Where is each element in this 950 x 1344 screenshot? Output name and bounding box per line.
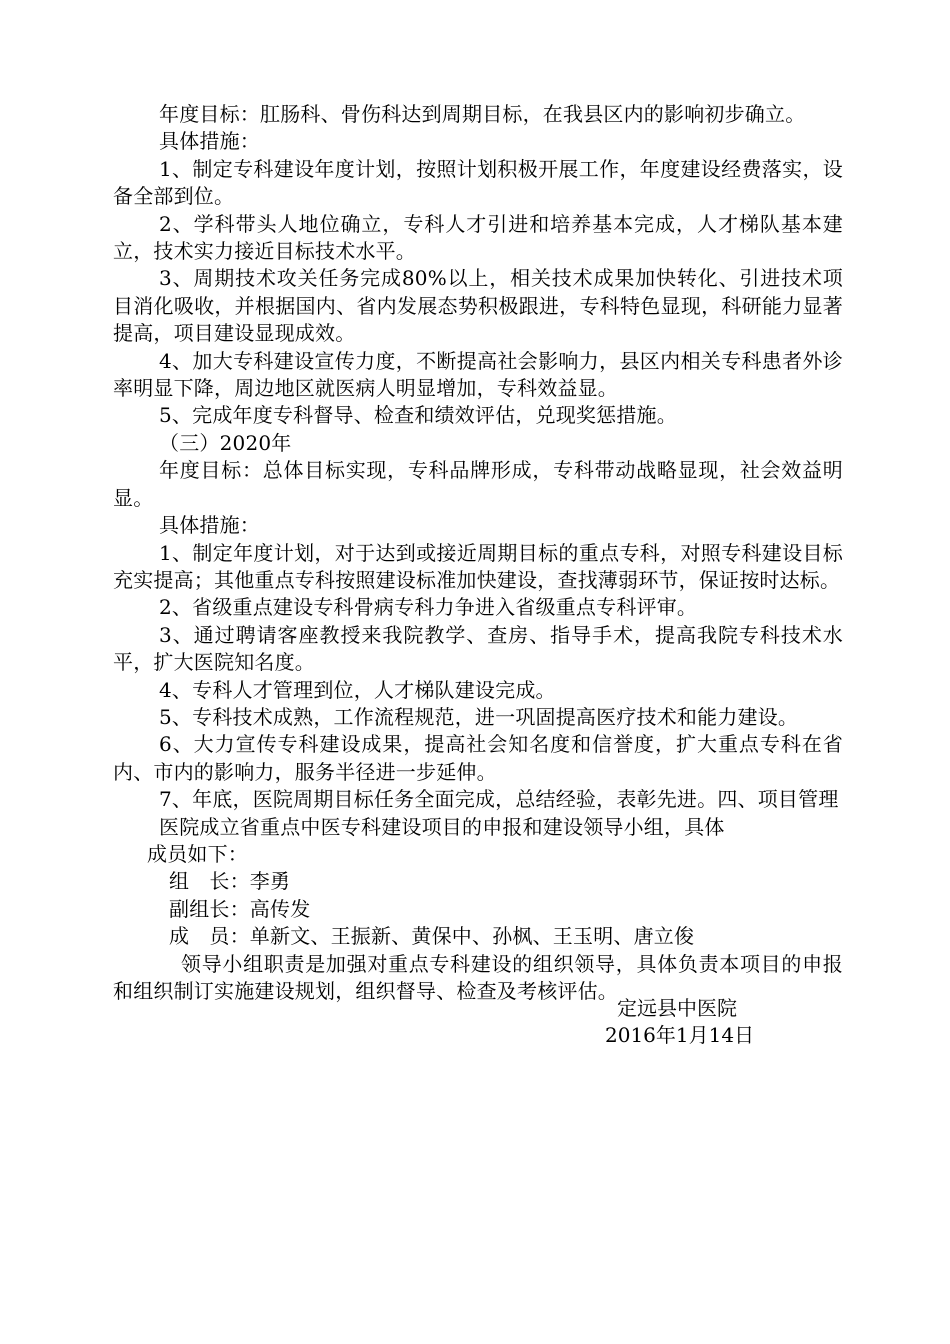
signature-block <box>605 995 805 1050</box>
measure-2020-2: 2、省级重点建设专科骨病专科力争进入省级重点专科评审。 <box>159 595 698 620</box>
measure-2020-3: 3、通过聘请客座教授来我院教学、查房、指导手术，提高我院专科技术水平，扩大医院知名度。 <box>113 622 843 675</box>
measure-2020-4: 4、专科人才管理到位，人才梯队建设完成。 <box>159 677 556 702</box>
measure-2020-6: 6、大力宣传专科建设成果，提高社会知名度和信誉度，扩大重点专科在省内、市内的影响力，服务半径进一步延伸。 <box>113 732 843 784</box>
annual-goal-2020: 年度目标：总体目标实现，专科品牌形成，专科带动战略显现，社会效益明显。 <box>113 458 843 510</box>
measure-2020-7: 7、年底，医院周期目标任务全面完成，总结经验，表彰先进。四、项目管理 <box>159 787 839 812</box>
section-heading-2020: （三）2020年 <box>159 430 292 455</box>
group-members: 成 员：单新文、王振新、黄保中、孙枫、王玉明、唐立俊 <box>169 924 695 949</box>
measures-heading-2020: 具体措施： <box>159 513 260 538</box>
measure-2019-1: 1、制定专科建设年度计划，按照计划积极开展工作，年度建设经费落实，设备全部到位。 <box>113 156 843 209</box>
group-leader: 组 长：李勇 <box>169 869 291 894</box>
measure-2019-5: 5、完成年度专科督导、检查和绩效评估，兑现奖惩措施。 <box>159 403 677 428</box>
group-deputy: 副组长：高传发 <box>169 896 311 921</box>
measures-heading-2019: 具体措施： <box>159 129 260 154</box>
signature-org: 定远县中医院 <box>617 996 737 1020</box>
measure-2020-5: 5、专科技术成熟，工作流程规范，进一巩固提高医疗技术和能力建设。 <box>159 704 799 729</box>
measure-2019-2: 2、学科带头人地位确立，专科人才引进和培养基本完成，人才梯队基本建立，技术实力接近目标技术水平。 <box>113 211 843 264</box>
document-body <box>113 101 843 1005</box>
measure-2019-3: 3、周期技术攻关任务完成80%以上，相关技术成果加快转化、引进技术项目消化吸收，并根据国内、省内发展态势积极跟进，专科特色显现，科研能力显著提高，项目建设显现成效。 <box>113 266 843 346</box>
measure-2020-1: 1、制定年度计划，对于达到或接近周期目标的重点专科，对照专科建设目标充实提高；其他重点专科按照建设标准加快建设，查找薄弱环节，保证按时达标。 <box>113 540 843 592</box>
leadership-duty: 领导小组职责是加强对重点专科建设的组织领导，具体负责本项目的申报和组织制订实施建设规划，组织督导、检查及考核评估。 <box>113 951 843 1003</box>
measure-2019-4: 4、加大专科建设宣传力度，不断提高社会影响力，县区内相关专科患者外诊率明显下降，周边地区就医病人明显增加，专科效益显。 <box>113 348 843 401</box>
signature-date: 2016年1月14日 <box>605 1023 755 1048</box>
leadership-intro-line2: 成员如下： <box>147 841 248 866</box>
leadership-group <box>113 814 843 951</box>
annual-goal-2019: 年度目标：肛肠科、骨伤科达到周期目标，在我县区内的影响初步确立。 <box>159 102 806 126</box>
leadership-intro-line1: 医院成立省重点中医专科建设项目的申报和建设领导小组，具体 <box>159 814 725 839</box>
